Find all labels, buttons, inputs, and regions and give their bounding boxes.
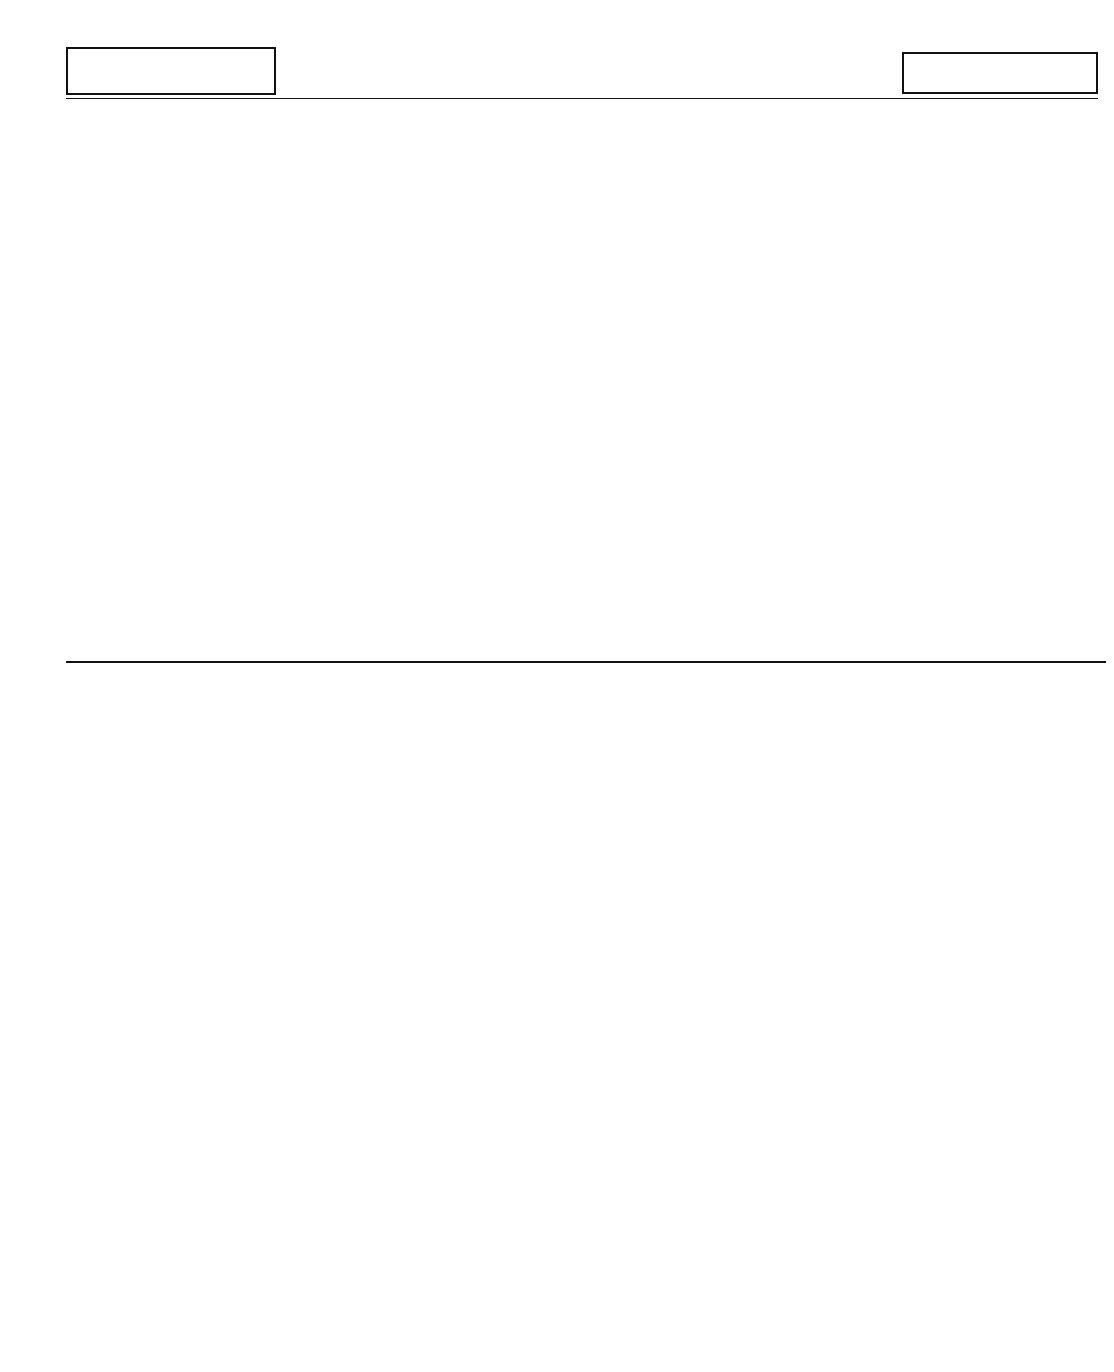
middle-rule	[66, 661, 1106, 663]
weather-box	[902, 52, 1098, 94]
news-box	[66, 47, 276, 95]
top-rule	[66, 98, 1098, 99]
